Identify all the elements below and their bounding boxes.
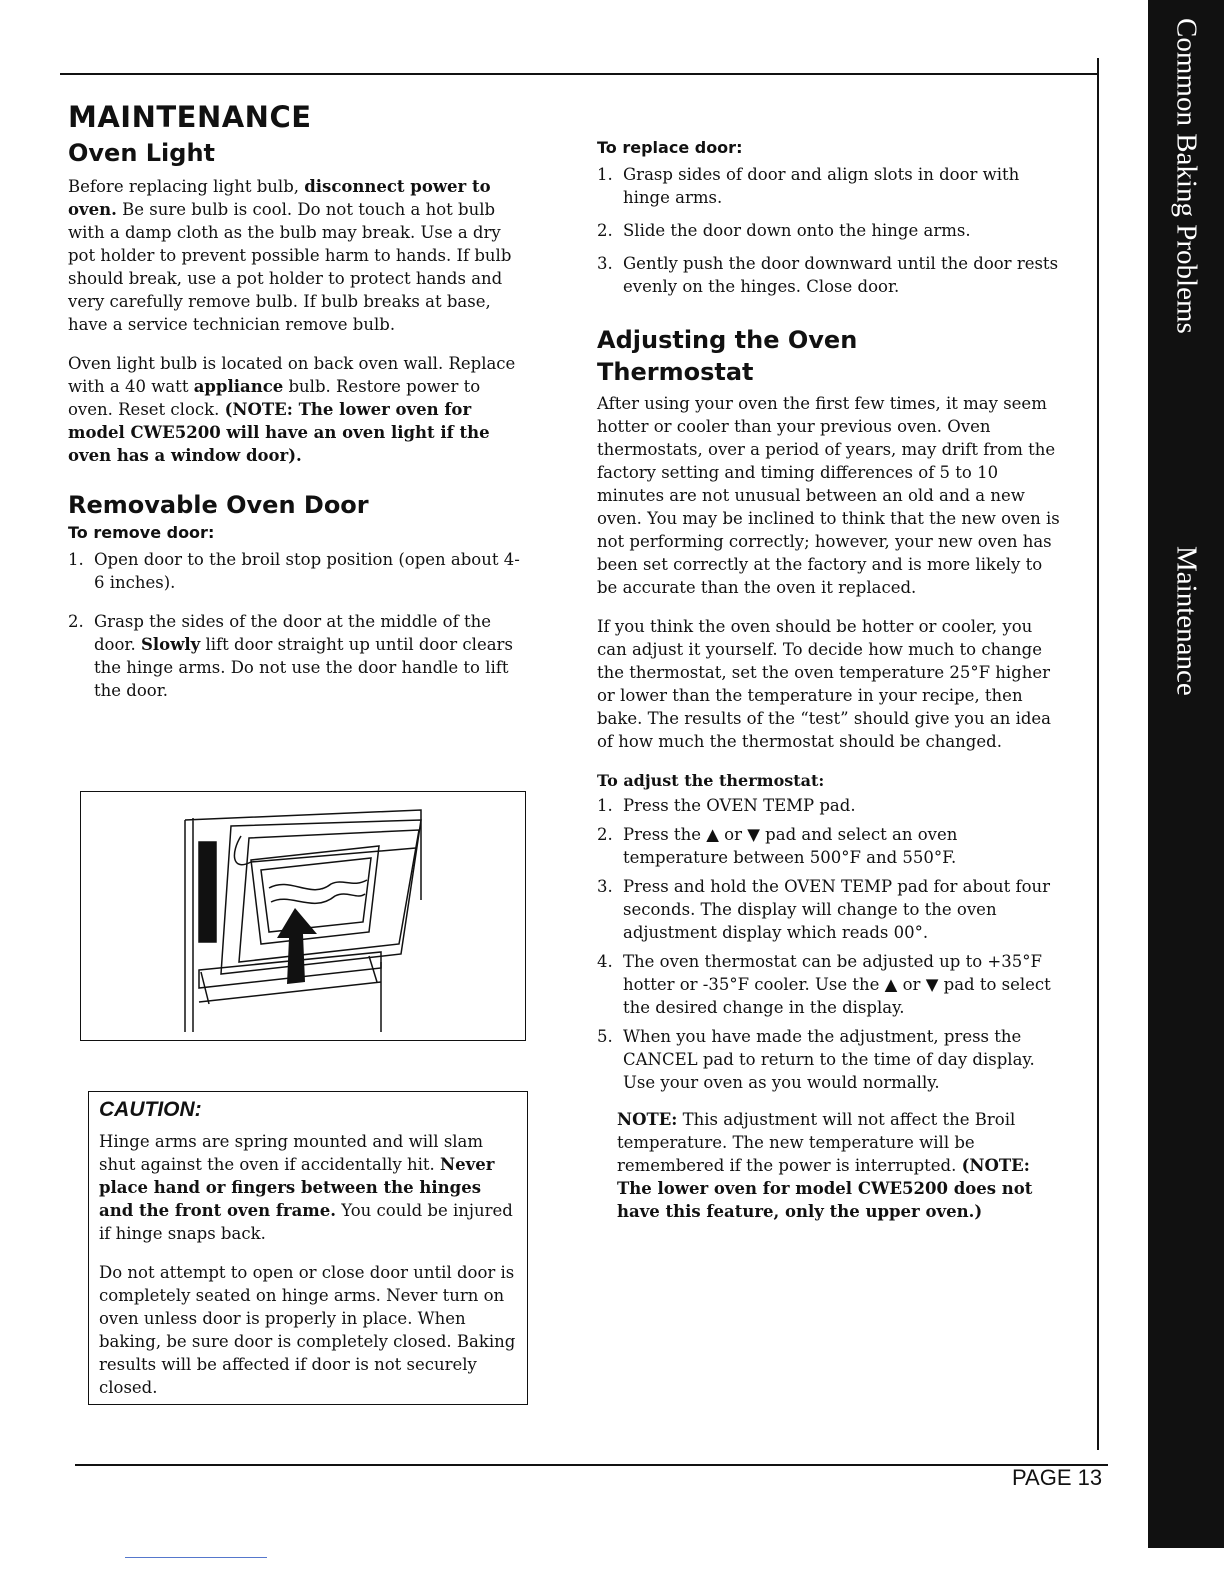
up-arrow-icon: ▲ (706, 825, 719, 844)
list-item: 4. The oven thermostat can be adjusted up to +35°F hotter or -35°F cooler. Use the ▲ or ▼ pad to select the desired change in the display. (597, 952, 1051, 1017)
thermostat-paragraph-2: If you think the oven should be hotter or cooler, you can adjust it yourself. To decide how much to change the thermostat, set the oven temperature 25°F higher or lower than the temperature in your recipe, then bake. The results of the “test” should give you an idea of how much the thermostat should be changed. (597, 617, 1052, 751)
list-item: 1. Press the OVEN TEMP pad. (597, 796, 856, 815)
list-item: 1. Open door to the broil stop position (open about 4-6 inches). (68, 550, 520, 592)
list-item: 2. Press the ▲ or ▼ pad and select an oven temperature between 500°F and 550°F. (597, 825, 958, 867)
page-number: PAGE 13 (1012, 1465, 1103, 1490)
oven-light-paragraph-2: Oven light bulb is located on back oven wall. Replace with a 40 watt appliance bulb. Restore power to oven. Reset clock. (NOTE: The lower oven for model CWE5200 will have an oven light if the oven has a window door). (68, 354, 516, 465)
thermostat-paragraph-1: After using your oven the first few times, it may seem hotter or cooler than your previous oven. Oven thermostats, over a period of years, may drift from the factory setting and timing differences of 5 to 10 minutes are not unusual between an old and a new oven. You may be inclined to think that the new oven is not performing correctly; however, your new oven has been set correctly at the factory and is more likely to be accurate than the oven it replaced. (597, 394, 1060, 597)
replace-door-steps (597, 163, 1067, 298)
list-item: 1. Grasp sides of door and align slots in door with hinge arms. (597, 165, 1020, 207)
adjust-thermostat-steps (597, 794, 1067, 1094)
up-arrow-icon: ▲ (884, 975, 898, 994)
side-tab-common-baking-problems[interactable]: Common Baking Problems (1170, 18, 1203, 334)
scan-mark (125, 1557, 267, 1558)
remove-door-steps (68, 548, 528, 702)
thermostat-heading: Adjusting the Oven Thermostat (597, 326, 858, 386)
caution-paragraph-2: Do not attempt to open or close door until door is completely seated on hinge arms. Never turn on oven unless door is properly in place. When baking, be sure door is completely closed. Baking results will be affected if door is not securely closed. (99, 1263, 516, 1397)
list-item: 5. When you have made the adjustment, press the CANCEL pad to return to the time of day display. Use your oven as you would normally. (597, 1027, 1035, 1092)
page-title: MAINTENANCE (68, 100, 312, 134)
oven-door-drawing (81, 792, 525, 1040)
right-rule (1097, 58, 1099, 1450)
oven-light-heading: Oven Light (68, 139, 216, 167)
caution-paragraph-1: Hinge arms are spring mounted and will slam shut against the oven if accidentally hit. Never place hand or fingers between the hinges and the front oven frame. You could be injured if hinge snaps back. (99, 1132, 513, 1243)
caution-box (88, 1091, 528, 1405)
oven-light-paragraph-1: Before replacing light bulb, disconnect power to oven. Be sure bulb is cool. Do not touch a hot bulb with a damp cloth as the bulb may break. Use a dry pot holder to prevent possible harm to hands. If bulb should break, use a pot holder to protect hands and very carefully remove bulb. If bulb breaks at base, have a service technician remove bulb. (68, 177, 512, 334)
left-column (68, 100, 528, 702)
down-arrow-icon: ▼ (925, 975, 939, 994)
side-tab-maintenance[interactable]: Maintenance (1170, 546, 1203, 696)
top-rule (60, 73, 1098, 75)
down-arrow-icon: ▼ (747, 825, 760, 844)
thermostat-note: NOTE: This adjustment will not affect the Broil temperature. The new temperature will be remembered if the power is interrupted. (NOTE: The lower oven for model CWE5200 does not have this feature, only the upper oven.) (617, 1110, 1033, 1221)
removable-door-heading: Removable Oven Door (68, 491, 369, 519)
replace-door-subheading: To replace door: (597, 138, 743, 157)
remove-door-subheading: To remove door: (68, 523, 215, 542)
bottom-rule (75, 1464, 1108, 1466)
up-arrow-icon (277, 908, 317, 984)
right-column (597, 138, 1067, 1223)
oven-door-illustration (80, 791, 526, 1041)
list-item: 3. Press and hold the OVEN TEMP pad for about four seconds. The display will change to the oven adjustment display which reads 00°. (597, 877, 1051, 942)
adjust-thermostat-subheading: To adjust the thermostat: (597, 771, 825, 790)
caution-title: CAUTION: (99, 1098, 202, 1121)
list-item: 3. Gently push the door downward until the door rests evenly on the hinges. Close door. (597, 254, 1059, 296)
list-item: 2. Slide the door down onto the hinge arms. (597, 221, 971, 240)
side-tab (1148, 0, 1224, 1548)
list-item: 2. Grasp the sides of the door at the middle of the door. Slowly lift door straight up until door clears the hinge arms. Do not use the door handle to lift the door. (68, 612, 513, 700)
